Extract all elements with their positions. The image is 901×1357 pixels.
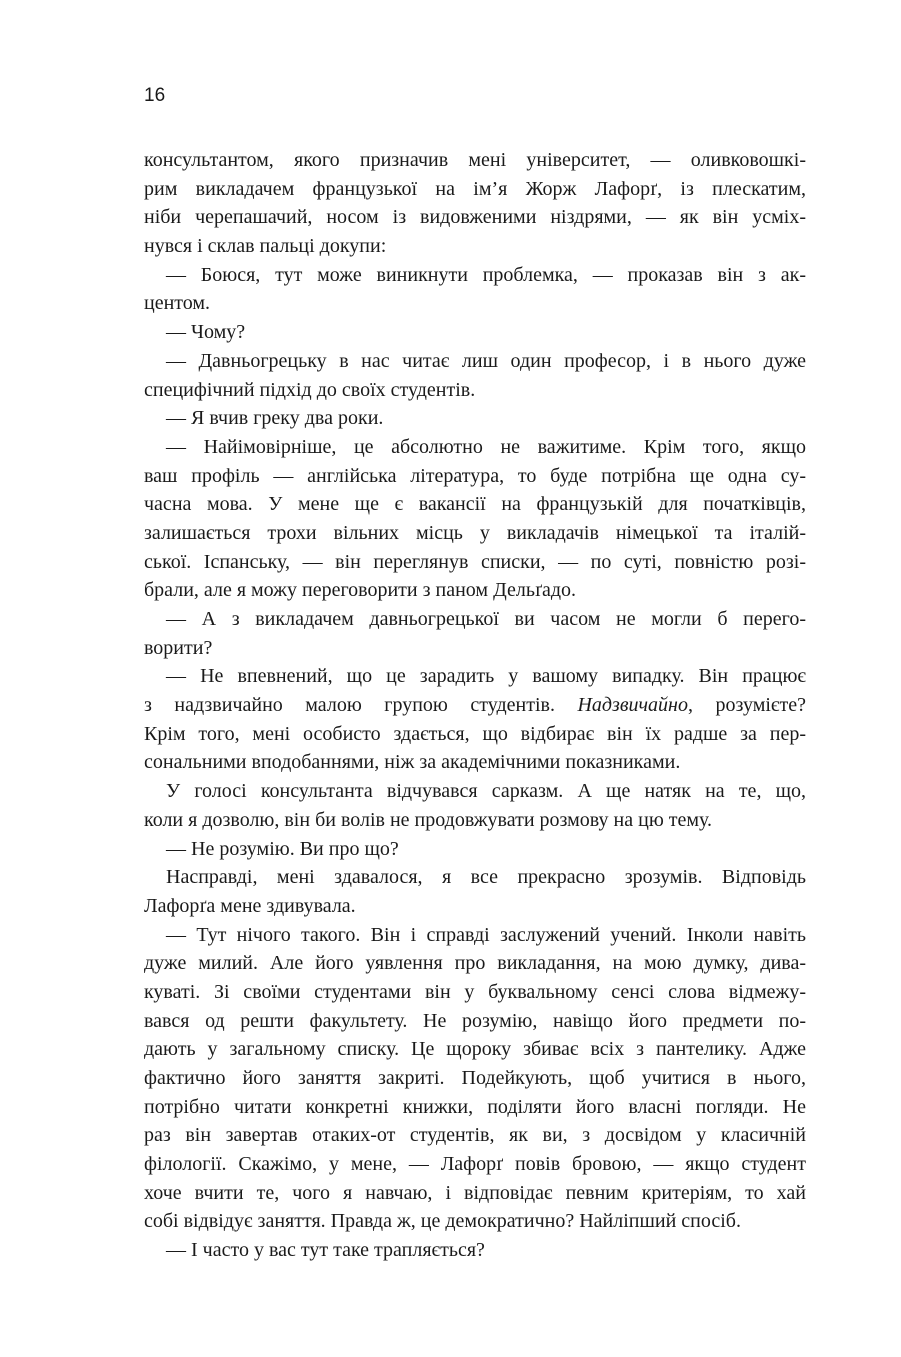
text-line: брали, але я можу переговорити з паном Дельґадо. — [144, 579, 577, 602]
text-line: потрібно читати конкретні книжки, поділяти його власні погляди. Не — [144, 1095, 806, 1118]
text-line: — Давньогрецьку в нас читає лиш один професор, і в нього дуже — [166, 349, 806, 372]
text-line: собі відвідує заняття. Правда ж, це демократично? Найліпший спосіб. — [144, 1210, 741, 1233]
text-line: специфічний підхід до своїх студентів. — [144, 378, 476, 401]
text-line: ніби черепашачий, носом із видовженими ніздрями, — як він усміх- — [144, 206, 806, 229]
text-line: — Боюся, тут може виникнути проблемка, — проказав він з ак- — [166, 263, 806, 286]
page-number: 16 — [144, 85, 166, 106]
text-line: — Не впевнений, що це зарадить у вашому випадку. Він працює — [166, 665, 806, 688]
text-line: ваш профіль — англійська література, то буде потрібна ще одна су- — [144, 464, 806, 487]
text-line: хоче вчити те, чого я навчаю, і відповідає певним критеріям, то хай — [144, 1181, 806, 1204]
text-line: нувся і склав пальці докупи: — [144, 235, 387, 258]
italic-emphasis: Надзвичайно — [577, 694, 688, 717]
text-line: Крім того, мені особисто здається, що відбирає він їх радше за пер- — [144, 722, 806, 745]
text-line: залишається трохи вільних місць у викладачів німецької та італій- — [144, 521, 806, 544]
text-line: рим викладачем французької на ім’я Жорж Лафорґ, із плескатим, — [144, 177, 806, 200]
text-line: філології. Скажімо, у мене, — Лафорґ повів бровою, — якщо студент — [144, 1153, 806, 1176]
text-line: консультантом, якого призначив мені університет, — оливковошкі- — [144, 149, 806, 171]
text-line: дають у загальному списку. Це щороку збиває всіх з пантелику. Адже — [144, 1038, 806, 1061]
text-segment: , розумієте? — [687, 694, 806, 717]
text-line: дуже милий. Але його уявлення про викладання, на мою думку, дива- — [144, 952, 806, 975]
text-line: ворити? — [144, 636, 213, 659]
text-line: У голосі консультанта відчувався сарказм. А ще натяк на те, що, — [166, 780, 806, 803]
text-line: вався од решти факультету. Не розумію, навіщо його предмети по- — [144, 1009, 806, 1032]
text-line: коли я дозволю, він би волів не продовжувати розмову на цю тему. — [144, 808, 713, 831]
text-line: центом. — [144, 292, 211, 315]
text-line: фактично його заняття закриті. Подейкують, щоб учитися в нього, — [144, 1067, 806, 1089]
text-line: Лафорґа мене здивувала. — [144, 894, 356, 917]
text-line: Насправді, мені здавалося, я все прекрасно зрозумів. Відповідь — [166, 866, 806, 889]
text-line — [144, 691, 806, 720]
text-line: часна мова. У мене ще є вакансії на французькій для початківців, — [144, 493, 806, 516]
body-text — [144, 146, 806, 1265]
text-line: куваті. Зі своїми студентами він у буквальному сенсі слова відмежу- — [144, 980, 806, 1003]
text-line: раз він завертав отаких-от студентів, як ви, з досвідом у класичній — [144, 1124, 806, 1147]
text-line: — Я вчив греку два роки. — [166, 407, 384, 430]
text-line: — Найімовірніше, це абсолютно не важитиме. Крім того, якщо — [166, 435, 806, 458]
text-line: ської. Іспанську, — він переглянув списки, — по суті, повністю розі- — [144, 550, 806, 573]
text-line: — А з викладачем давньогрецької ви часом не могли б перего- — [166, 608, 806, 630]
text-line: сональними вподобаннями, ніж за академічними показниками. — [144, 751, 681, 774]
text-line: — І часто у вас тут таке трапляється? — [166, 1239, 485, 1262]
text-line: — Не розумію. Ви про що? — [166, 837, 399, 860]
text-line: — Чому? — [166, 321, 246, 344]
text-segment: з надзвичайно малою групою студентів. — [144, 694, 578, 717]
text-line: — Тут нічого такого. Він і справді заслужений учений. Інколи навіть — [166, 923, 806, 946]
